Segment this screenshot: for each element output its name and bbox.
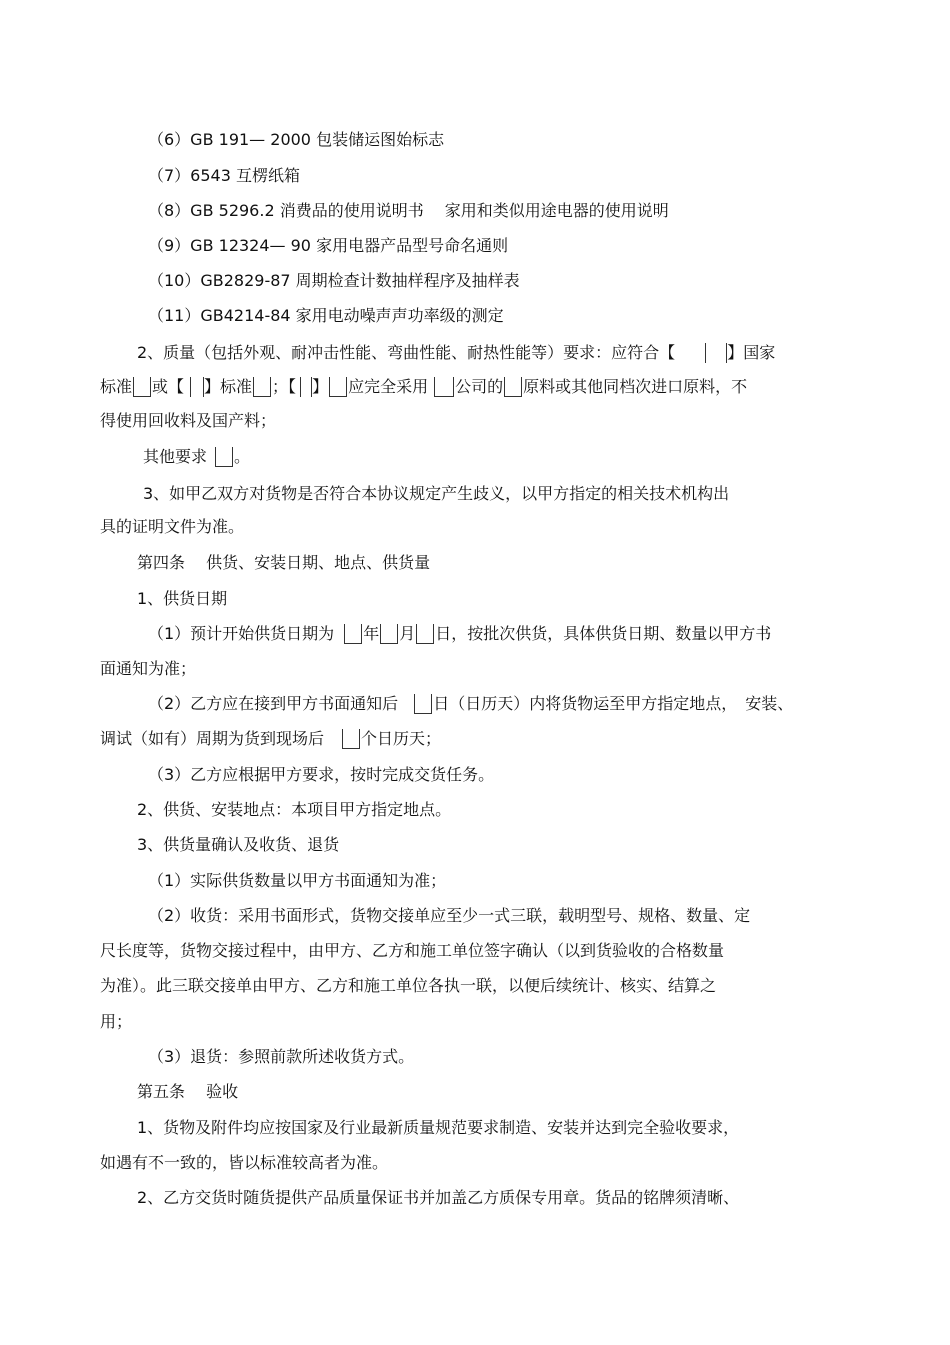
quality-text: 】国家 bbox=[727, 343, 776, 362]
fill-blank[interactable] bbox=[253, 377, 271, 397]
year-blank[interactable] bbox=[344, 624, 362, 644]
acceptance-line-1: 1、货物及附件均应按国家及行业最新质量规范要求制造、安装并达到完全验收要求， bbox=[137, 1118, 740, 1137]
acceptance-line-2: 如遇有不一致的，皆以标准较高者为准。 bbox=[100, 1153, 389, 1172]
month-label: 月 bbox=[399, 624, 416, 643]
supply-date-text: （1）预计开始供货日期为 bbox=[148, 624, 335, 643]
receiving-line-2: 尺长度等，货物交接过程中，由甲方、乙方和施工单位签字确认（以到货验收的合格数量 bbox=[100, 941, 725, 960]
quality-text: 原料或其他同档次进口原料，不 bbox=[523, 377, 748, 396]
other-req-label: 其他要求 bbox=[143, 447, 208, 466]
supply-location: 2、供货、安装地点：本项目甲方指定地点。 bbox=[137, 800, 452, 819]
delivery-line-1 bbox=[148, 694, 793, 714]
fill-blank[interactable] bbox=[504, 377, 522, 397]
quality-line-3: 得使用回收料及国产料； bbox=[100, 411, 277, 430]
fill-blank[interactable] bbox=[190, 377, 204, 397]
quantity-heading: 3、供货量确认及收货、退货 bbox=[137, 835, 340, 854]
days-blank[interactable] bbox=[342, 729, 360, 749]
delivery-line-2 bbox=[100, 729, 441, 749]
supply-date-line-2: 面通知为准； bbox=[100, 659, 197, 678]
fill-blank[interactable] bbox=[705, 343, 727, 363]
day-blank[interactable] bbox=[416, 624, 434, 644]
quality-text: 标准 bbox=[100, 377, 133, 396]
on-time-delivery: （3）乙方应根据甲方要求，按时完成交货任务。 bbox=[148, 765, 495, 784]
receiving-line-4: 用； bbox=[100, 1012, 133, 1031]
quality-text: 或【 bbox=[152, 377, 185, 396]
receiving-line-1: （2）收货：采用书面形式，货物交接单应至少一式三联，载明型号、规格、数量、定 bbox=[148, 906, 751, 925]
standard-item-9: （9）GB 12324— 90 家用电器产品型号命名通则 bbox=[148, 236, 509, 255]
standard-item-11: （11）GB4214-84 家用电动噪声声功率级的测定 bbox=[148, 306, 504, 325]
month-blank[interactable] bbox=[380, 624, 398, 644]
quality-text: 应完全采用 bbox=[348, 377, 429, 396]
year-label: 年 bbox=[363, 624, 380, 643]
quality-text: 】标准 bbox=[204, 377, 253, 396]
supply-date-line-1 bbox=[148, 624, 771, 644]
quality-text: 】 bbox=[312, 377, 329, 396]
quality-line-2 bbox=[100, 377, 747, 397]
standard-item-6: （6）GB 191— 2000 包装储运图始标志 bbox=[148, 130, 445, 149]
dispute-line-1: 3、如甲乙双方对货物是否符合本协议规定产生歧义，以甲方指定的相关技术机构出 bbox=[143, 484, 730, 503]
quality-certificate-line: 2、乙方交货时随货提供产品质量保证书并加盖乙方质保专用章。货品的铭牌须清晰、 bbox=[137, 1188, 740, 1207]
delivery-text: 个日历天； bbox=[361, 729, 442, 748]
other-requirements bbox=[143, 447, 250, 467]
quality-text: 2、质量（包括外观、耐冲击性能、弯曲性能、耐热性能等）要求：应符合【 bbox=[137, 343, 676, 362]
other-req-end: 。 bbox=[234, 447, 251, 466]
standard-item-8: （8）GB 5296.2 消费品的使用说明书 家用和类似用途电器的使用说明 bbox=[148, 201, 669, 220]
fill-blank[interactable] bbox=[300, 377, 312, 397]
fill-blank[interactable] bbox=[133, 377, 151, 397]
standard-item-7: （7）6543 互楞纸箱 bbox=[148, 166, 300, 185]
quality-text: 公司的 bbox=[455, 377, 504, 396]
delivery-text: （2）乙方应在接到甲方书面通知后 bbox=[148, 694, 399, 713]
quantity-item-1: （1）实际供货数量以甲方书面通知为准； bbox=[148, 871, 447, 890]
fill-blank[interactable] bbox=[329, 377, 347, 397]
fill-blank[interactable] bbox=[434, 377, 454, 397]
quality-text: ；【 bbox=[272, 377, 297, 396]
supply-date-heading: 1、供货日期 bbox=[137, 589, 228, 608]
delivery-text: 日（日历天）内将货物运至甲方指定地点， 安装、 bbox=[433, 694, 794, 713]
dispute-line-2: 具的证明文件为准。 bbox=[100, 517, 245, 536]
receiving-line-3: 为准）。此三联交接单由甲方、乙方和施工单位各执一联，以便后续统计、核实、结算之 bbox=[100, 976, 717, 995]
quality-line-1 bbox=[137, 343, 775, 363]
article-4-title: 第四条 供货、安装日期、地点、供货量 bbox=[137, 553, 431, 572]
supply-date-text: 日，按批次供货，具体供货日期、数量以甲方书 bbox=[435, 624, 772, 643]
delivery-text: 调试（如有）周期为货到现场后 bbox=[100, 729, 325, 748]
days-blank[interactable] bbox=[414, 694, 432, 714]
returns-item: （3）退货：参照前款所述收货方式。 bbox=[148, 1047, 415, 1066]
standard-item-10: （10）GB2829-87 周期检查计数抽样程序及抽样表 bbox=[148, 271, 520, 290]
fill-blank[interactable] bbox=[215, 447, 233, 467]
article-5-title: 第五条 验收 bbox=[137, 1082, 239, 1101]
